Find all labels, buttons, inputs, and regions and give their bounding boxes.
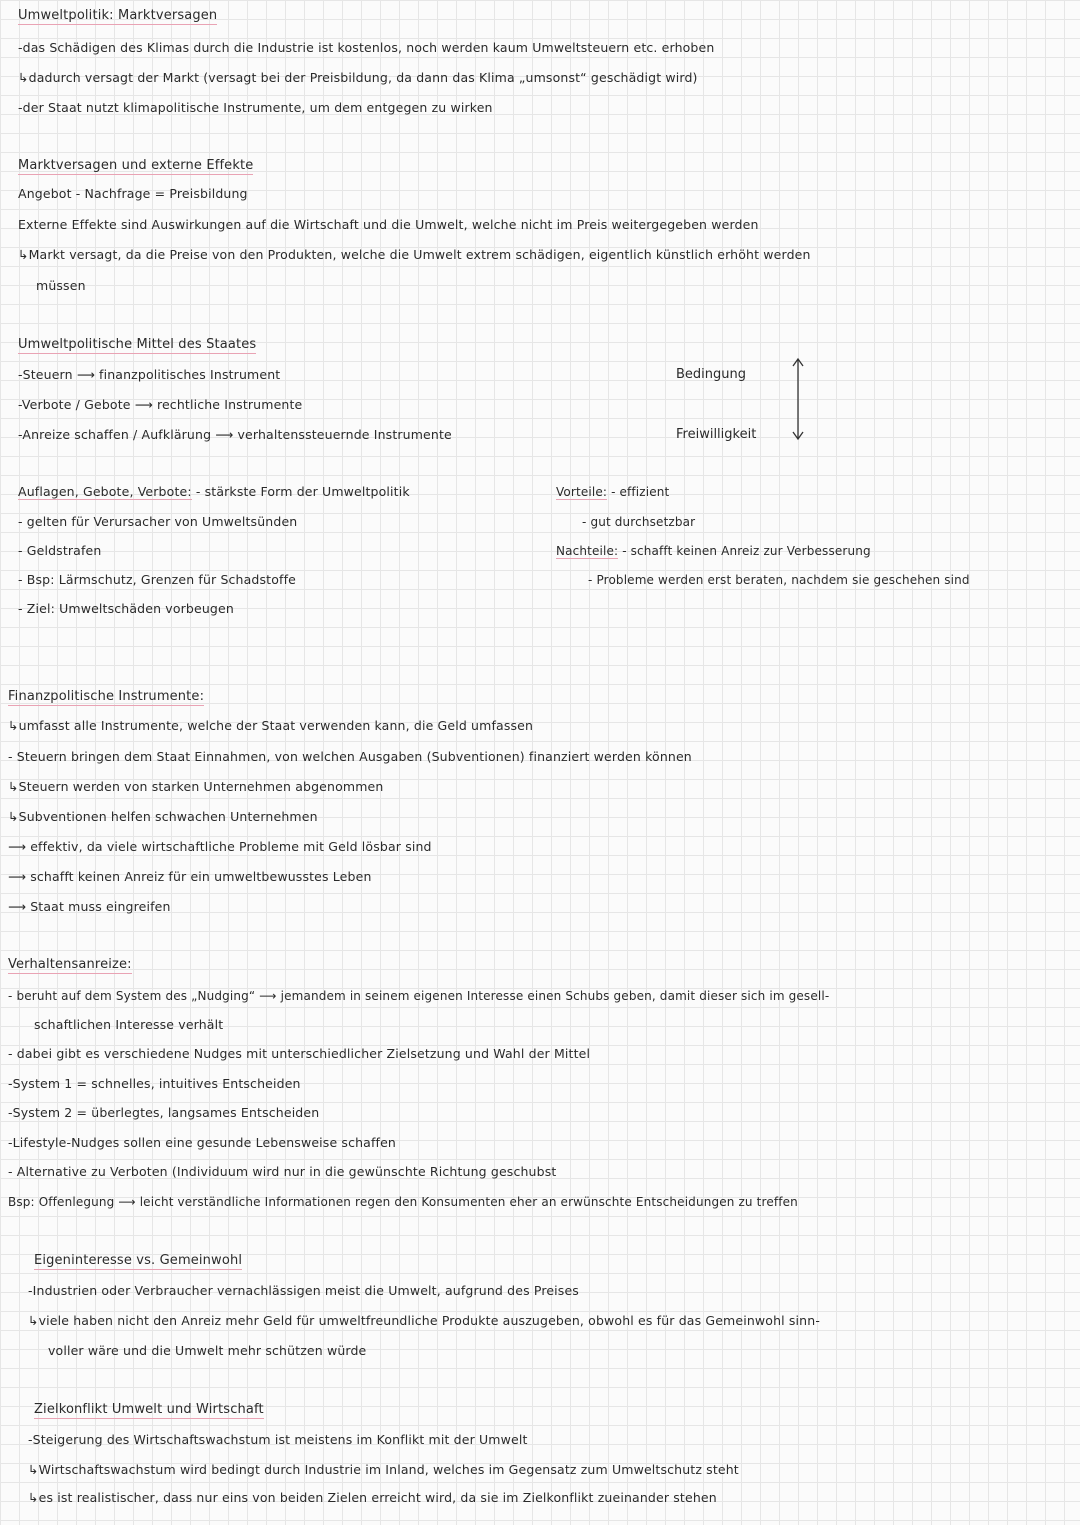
instrument-row: -Anreize schaffen / Aufklärung ⟶ verhaltenssteuernde Instrumente: [18, 427, 452, 442]
note-line: ↳Wirtschaftswachstum wird bedingt durch Industrie im Inland, welches im Gegensatz zum Umweltschutz steht: [28, 1462, 739, 1477]
note-line: ↳viele haben nicht den Anreiz mehr Geld für umweltfreundliche Produkte auszugeben, obwohl es für das Gemeinwohl sinn-: [28, 1313, 820, 1328]
double-arrow-icon: [788, 356, 808, 442]
right-arrow-icon: ⟶: [134, 397, 157, 412]
note-line: -Industrien oder Verbraucher vernachlässigen meist die Umwelt, aufgrund des Preises: [28, 1283, 579, 1298]
note-line: Externe Effekte sind Auswirkungen auf die Wirtschaft und die Umwelt, welche nicht im Preis weitergegeben werden: [18, 217, 759, 232]
note-line: ↳es ist realistischer, dass nur eins von beiden Zielen erreicht wird, da sie im Zielkonflikt zueinander stehen: [28, 1490, 717, 1505]
note-line: - dabei gibt es verschiedene Nudges mit unterschiedlicher Zielsetzung und Wahl der Mittel: [8, 1046, 591, 1061]
note-line: - Alternative zu Verboten (Individuum wird nur in die gewünschte Richtung geschubst: [8, 1164, 557, 1179]
arrow-line: ⟶ Staat muss eingreifen: [8, 899, 171, 914]
right-arrow-icon: ⟶: [215, 427, 238, 442]
arrow-line: ⟶ effektiv, da viele wirtschaftliche Probleme mit Geld lösbar sind: [8, 839, 432, 854]
instrument-row: -Verbote / Gebote ⟶ rechtliche Instrumente: [18, 397, 303, 412]
heading-umweltpolitische-mittel: Umweltpolitische Mittel des Staates: [18, 337, 257, 352]
note-line: Angebot - Nachfrage = Preisbildung: [18, 186, 248, 201]
note-line: -Lifestyle-Nudges sollen eine gesunde Lebensweise schaffen: [8, 1135, 397, 1150]
heading-finanzpolitische-instrumente: Finanzpolitische Instrumente:: [8, 689, 205, 704]
pros-line: Vorteile: - effizient: [556, 485, 670, 499]
note-line: ↳Steuern werden von starken Unternehmen abgenommen: [8, 779, 384, 794]
pros-line: - gut durchsetzbar: [582, 515, 696, 529]
note-line: - Ziel: Umweltschäden vorbeugen: [18, 601, 234, 616]
note-line: ↳umfasst alle Instrumente, welche der Staat verwenden kann, die Geld umfassen: [8, 718, 534, 733]
note-line: - Geldstrafen: [18, 543, 102, 558]
note-line: -das Schädigen des Klimas durch die Industrie ist kostenlos, noch werden kaum Umweltsteuern etc. erhoben: [18, 40, 715, 55]
note-line: Bsp: Offenlegung ⟶ leicht verständliche Informationen regen den Konsumenten eher an erwünschte Entscheidungen zu treffen: [8, 1195, 798, 1209]
note-line: - gelten für Verursacher von Umweltsünden: [18, 514, 298, 529]
right-arrow-icon: ⟶: [259, 989, 281, 1003]
cons-line: - Probleme werden erst beraten, nachdem sie geschehen sind: [588, 573, 970, 587]
note-line: ↳dadurch versagt der Markt (versagt bei der Preisbildung, da dann das Klima „umsonst“ geschädigt wird): [18, 70, 698, 85]
scale-bottom-label: Freiwilligkeit: [676, 427, 757, 442]
heading-marktversagen: Umweltpolitik: Marktversagen: [18, 8, 218, 23]
note-line: schaftlichen Interesse verhält: [34, 1017, 224, 1032]
note-line: -System 2 = überlegtes, langsames Entscheiden: [8, 1105, 320, 1120]
right-arrow-icon: ⟶: [118, 1195, 140, 1209]
arrow-line: ⟶ schafft keinen Anreiz für ein umweltbewusstes Leben: [8, 869, 372, 884]
note-line: ↳Markt versagt, da die Preise von den Produkten, welche die Umwelt extrem schädigen, eigentlich künstlich erhöht werden: [18, 247, 811, 262]
note-line: - beruht auf dem System des „Nudging“ ⟶ jemandem in seinem eigenen Interesse einen Schubs geben, damit dieser sich im gesell-: [8, 989, 830, 1003]
note-line: -Steigerung des Wirtschaftswachstum ist meistens im Konflikt mit der Umwelt: [28, 1432, 528, 1447]
scale-top-label: Bedingung: [676, 367, 747, 382]
note-line: müssen: [36, 278, 86, 293]
note-line: -System 1 = schnelles, intuitives Entscheiden: [8, 1076, 301, 1091]
note-line: - Steuern bringen dem Staat Einnahmen, von welchen Ausgaben (Subventionen) finanziert werden können: [8, 749, 692, 764]
note-line: -der Staat nutzt klimapolitische Instrumente, um dem entgegen zu wirken: [18, 100, 493, 115]
heading-verhaltensanreize: Verhaltensanreize:: [8, 957, 132, 972]
note-line: - Bsp: Lärmschutz, Grenzen für Schadstoffe: [18, 572, 296, 587]
heading-eigeninteresse: Eigeninteresse vs. Gemeinwohl: [34, 1253, 243, 1268]
long-arrow-icon: ⟶: [8, 899, 31, 914]
note-line: ↳Subventionen helfen schwachen Unternehmen: [8, 809, 318, 824]
long-arrow-icon: ⟶: [8, 869, 31, 884]
right-arrow-icon: ⟶: [76, 367, 100, 382]
instrument-row: -Steuern ⟶ finanzpolitisches Instrument: [18, 367, 281, 382]
heading-externe-effekte: Marktversagen und externe Effekte: [18, 158, 254, 173]
heading-auflagen: Auflagen, Gebote, Verbote: - stärkste Form der Umweltpolitik: [18, 484, 410, 499]
cons-line: Nachteile: - schafft keinen Anreiz zur Verbesserung: [556, 544, 871, 558]
heading-zielkonflikt: Zielkonflikt Umwelt und Wirtschaft: [34, 1402, 264, 1417]
note-line: voller wäre und die Umwelt mehr schützen würde: [48, 1343, 367, 1358]
long-arrow-icon: ⟶: [8, 839, 31, 854]
